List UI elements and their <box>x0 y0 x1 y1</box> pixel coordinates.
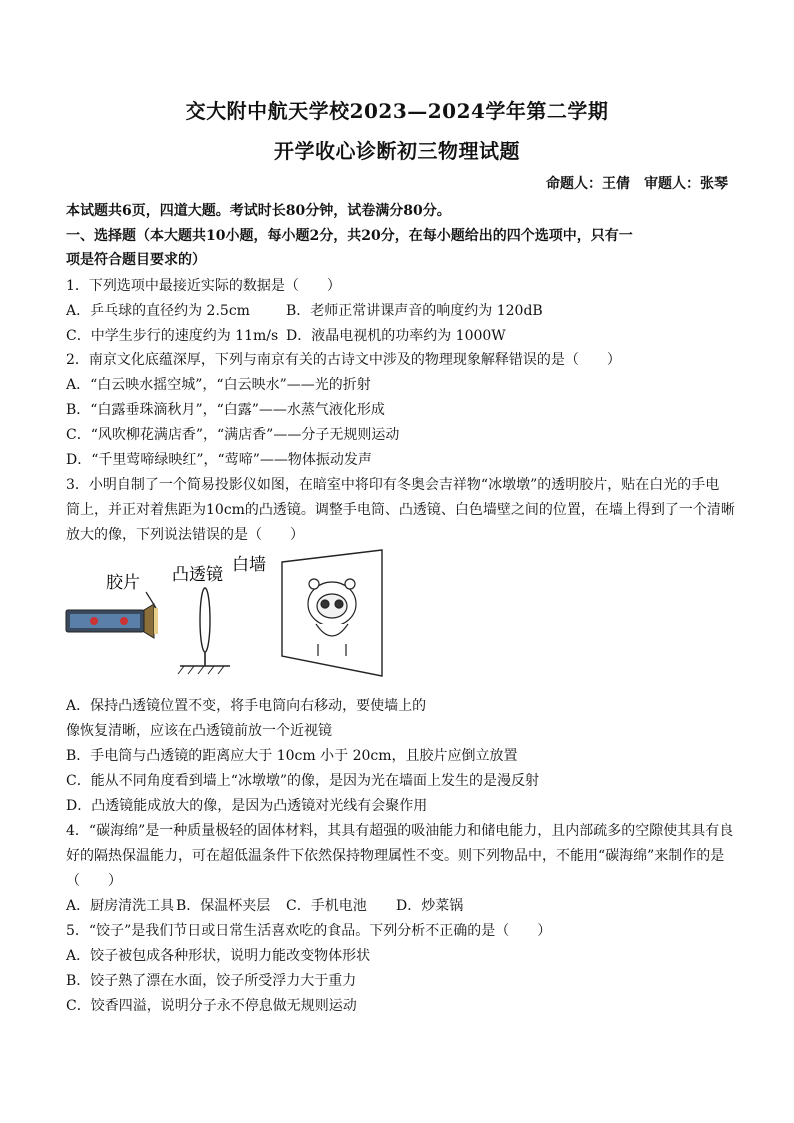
q3-stem-line1: 3．小明自制了一个简易投影仪如图，在暗室中将印有冬奥会吉祥物“冰墩墩”的透明胶片，贴在白光的手电 <box>66 477 720 493</box>
base-hatch <box>198 666 204 674</box>
q1-option-a: A．乒乓球的直径约为 2.5cm <box>66 303 250 319</box>
q4-option-b: B．保温杯夹层 <box>176 898 271 914</box>
battery-terminal <box>120 617 128 625</box>
q4-option-d: D．炒菜锅 <box>396 898 464 914</box>
lens-label: 凸透镜 <box>172 565 223 585</box>
q2-option-b: B．“白露垂珠滴秋月”，“白露”——水蒸气液化形成 <box>66 402 385 418</box>
film-slide <box>154 608 158 634</box>
q2-option-c: C．“风吹柳花满店香”，“满店香”——分子无规则运动 <box>66 427 400 443</box>
q3-stem-line3: 放大的像，下列说法错误的是（ ） <box>66 527 304 543</box>
q5-option-c: C．饺香四溢，说明分子永不停息做无规则运动 <box>66 998 357 1014</box>
q2-stem: 2．南京文化底蕴深厚，下列与南京有关的古诗文中涉及的物理现象解释错误的是（ ） <box>66 352 621 368</box>
q4-options <box>66 895 463 915</box>
battery-terminal <box>90 617 98 625</box>
q3-option-a-line1: A．保持凸透镜位置不变，将手电筒向右移动，要使墙上的 <box>66 698 427 714</box>
q4-stem-line3: （ ） <box>66 873 122 889</box>
q5-option-b: B．饺子熟了漂在水面，饺子所受浮力大于重力 <box>66 973 357 989</box>
base-hatch <box>188 666 194 674</box>
q3-option-b: B．手电筒与凸透镜的距离应大于 10cm 小于 20cm，且胶片应倒立放置 <box>66 748 518 764</box>
q1-option-d: D．液晶电视机的功率约为 1000W <box>286 328 506 344</box>
q1-options-row2 <box>66 325 506 345</box>
author: 命题人：王倩 <box>546 176 630 192</box>
q1-option-c: C．中学生步行的速度约为 11m/s <box>66 328 279 344</box>
q4-stem-line2: 好的隔热保温能力，可在超低温条件下依然保持物理属性不变。则下列物品中，不能用“碳海绵”来制作的是 <box>66 848 725 864</box>
q3-option-a-line2: 像恢复清晰，应该在凸透镜前放一个近视镜 <box>66 723 332 739</box>
section-heading-line1: 一、选择题（本大题共10小题，每小题2分，共20分，在每小题给出的四个选项中，只有一 <box>66 228 633 244</box>
base-hatch <box>218 666 224 674</box>
q1-option-b: B．老师正常讲课声音的响度约为 120dB <box>286 303 543 319</box>
flashlight-battery <box>70 614 140 628</box>
q1-stem: 1．下列选项中最接近实际的数据是（ ） <box>66 278 341 294</box>
exam-title: 交大附中航天学校2023—2024学年第二学期 <box>185 99 609 123</box>
q3-option-c: C．能从不同角度看到墙上“冰墩墩”的像，是因为光在墙面上发生的是漫反射 <box>66 773 540 789</box>
reviewer: 审题人：张琴 <box>644 176 728 192</box>
section-heading-line2: 项是符合题目要求的） <box>66 252 206 268</box>
q2-option-a: A．“白云映水摇空城”，“白云映水”——光的折射 <box>66 377 371 393</box>
flashlight-head <box>144 604 154 638</box>
author-line <box>546 173 728 193</box>
base-hatch <box>208 666 214 674</box>
q4-stem-line1: 4．“碳海绵”是一种质量极轻的固体材料，其具有超强的吸油能力和储电能力，且内部疏多的空隙使其具有良 <box>66 823 734 839</box>
exam-intro: 本试题共6页，四道大题。考试时长80分钟，试卷满分80分。 <box>66 203 451 219</box>
exam-subtitle: 开学收心诊断初三物理试题 <box>274 139 520 163</box>
q3-option-d: D．凸透镜能成放大的像，是因为凸透镜对光线有会聚作用 <box>66 798 428 814</box>
q4-option-a: A．厨房清洗工具 <box>66 898 175 914</box>
q2-option-d: D．“千里莺啼绿映红”，“莺啼”——物体振动发声 <box>66 452 372 468</box>
q5-stem: 5．“饺子”是我们节日或日常生活喜欢吃的食品。下列分析不正确的是（ ） <box>66 923 552 939</box>
q1-options-row1 <box>66 300 543 320</box>
projector-figure <box>60 548 390 678</box>
convex-lens <box>200 588 210 652</box>
q3-stem-line2: 筒上，并正对着焦距为10cm的凸透镜。调整手电筒、凸透镜、白色墙壁之间的位置，在墙上得到了一个清晰 <box>66 502 735 518</box>
base-hatch <box>178 666 184 674</box>
q4-option-c: C．手机电池 <box>286 898 367 914</box>
film-label: 胶片 <box>106 573 140 593</box>
wall-label: 白墙 <box>232 555 266 575</box>
q5-option-a: A．饺子被包成各种形状，说明力能改变物体形状 <box>66 948 371 964</box>
